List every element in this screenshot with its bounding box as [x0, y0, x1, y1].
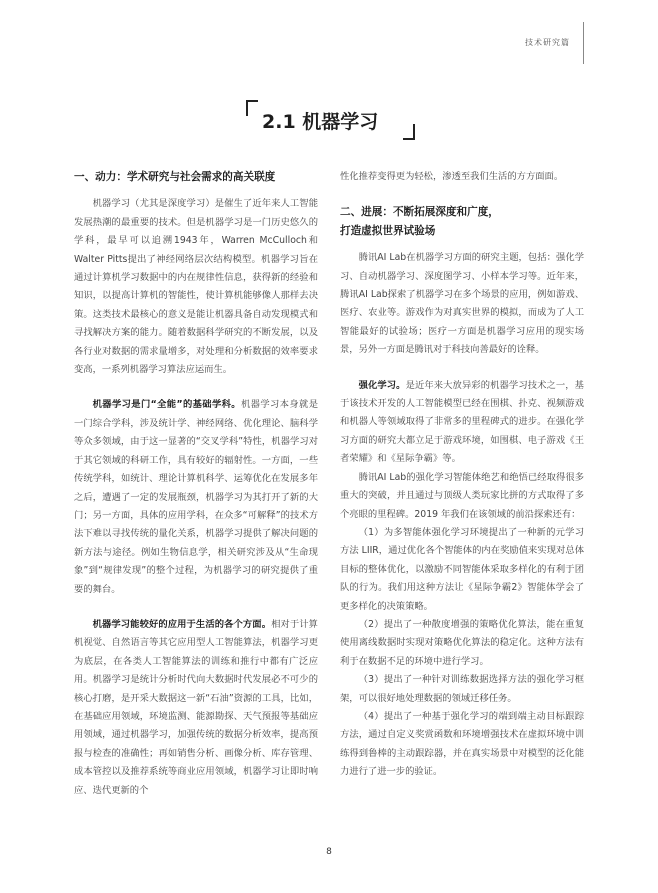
title-bracket-left [246, 100, 258, 116]
lead-reinforcement-learning: 强化学习。 [358, 379, 406, 391]
list-item-1: （1）为多智能体强化学习环境提出了一种新的元学习方法 LIIR，通过优化各个智能体的内在奖励值来实现对总体目标的整体优化，以激励不同智能体采取多样化的有利于团队的行为。我们用这种方法让《星际争霸2》智能体学会了更多样化的决策策略。 [340, 526, 584, 612]
text-applications: 相对于计算机视觉、自然语言等其它应用型人工智能算法，机器学习更为底层，在各类人工智能算法的训练和推行中都有广泛应用。机器学习是统计分析时代向大数据时代发展必不可少的核心打磨，是开采大数据这一新“石油”资源的工具，比如，在基础应用领域，环境监测、能源勘探、天气预报等基础应用领域，通过机器学习，加强传统的数据分析效率，提高预报与检查的准确性；再如销售分析、画像分析、库存管理、成本管控以及推荐系统等商业应用领域，机器学习让即时响应、迭代更新的个 [74, 618, 318, 796]
paragraph-reinforcement-learning [340, 377, 584, 469]
list-item-4: （4）提出了一种基于强化学习的端到端主动目标跟踪方法，通过自定义奖赏函数和环境增强技术在虚拟环境中训练得到鲁棒的主动跟踪器，并在真实场景中对模型的泛化能力进行了进一步的验证。 [340, 710, 584, 778]
paragraph-breakthroughs: 腾讯AI Lab的强化学习智能体绝艺和绝悟已经取得很多重大的突破，并且通过与顶级人类玩家比拼的方式取得了多个亮眼的里程碑。2019 年我们在该领域的前沿探索还有： [340, 471, 584, 520]
text-reinforcement-learning: 是近年来大放异彩的机器学习技术之一，基于该技术开发的人工智能模型已经在围棋、扑克、视频游戏和机器人等领域取得了非常多的里程碑式的进步。在强化学习方面的研究大都立足于游戏环境，如围棋、电子游戏《王者荣耀》和《星际争霸》等。 [340, 379, 584, 465]
chapter-title: 2.1 机器学习 [262, 111, 379, 133]
paragraph-intro: 机器学习（尤其是深度学习）是催生了近年来人工智能发展热潮的最重要的技术。但是机器学习是一门历史悠久的学科，最早可以追溯1943年，Warren McCulloch和Walter Pitts提出了神经网络层次结构模型。机器学习旨在通过计算机学习数据中的内在规律性信息，获得新的经验和知识，以提高计算机的智能性，使计算机能够像人那样去决策。这类技术最核心的意义是能让机器具备自动发现模式和寻找解决方案的能力。随着数据科学研究的不断发展，以及各行业对数据的需求量增多，对处理和分析数据的效率要求变高，一系列机器学习算法应运而生。 [74, 198, 318, 376]
text-foundation: 机器学习本身就是一门综合学科，涉及统计学、神经网络、优化理论、脑科学等众多领域，由于这一显著的“交叉学科”特性，机器学习对于其它领域的科研工作，具有较好的辐射性。一方面，一些传统学科，如统计、理论计算机科学、运筹优化在发展多年之后，遭遇了一定的发展瓶颈，机器学习为其打开了新的大门；另一方面，具体的应用学科，在众多“可解释”的技术方法下难以寻找传统的量化关系，机器学习提供了解决问题的新方法与途径。例如生物信息学，相关研究涉及从“生命现象”到“规律发现”的整个过程，为机器学习的研究提供了重要的舞台。 [74, 399, 318, 595]
section-label: 技术研究篇 [525, 38, 570, 47]
paragraph-foundation [74, 396, 318, 598]
list-item-2: （2）提出了一种散度增强的策略优化算法，能在重复使用离线数据时实现对策略优化算法的稳定化。这种方法有利于在数据不足的环境中进行学习。 [340, 618, 584, 667]
section-heading-progress [340, 203, 584, 240]
section-heading-motivation: 一、动力：学术研究与社会需求的高关联度 [74, 171, 276, 183]
left-column [74, 168, 318, 800]
paragraph-ailab-topics: 腾讯AI Lab在机器学习方面的研究主题，包括：强化学习、自动机器学习、深度图学习、小样本学习等。近年来，腾讯AI Lab探索了机器学习在多个场景的应用，例如游戏、医疗、农业等。游戏作为对真实世界的模拟，而成为了人工智能最好的试验场；医疗一方面是机器学习应用的现实场景，另外一方面是腾讯对于科技向善最好的诠释。 [340, 252, 584, 356]
paragraph-continuation: 性化推荐变得更为轻松，渗透至我们生活的方方面面。 [340, 171, 564, 182]
page-number: 8 [326, 847, 332, 857]
title-bracket-right [403, 124, 415, 140]
header-divider [583, 22, 584, 64]
section-heading-progress-line1: 二、进展：不断拓展深度和广度， [340, 206, 499, 219]
paragraph-applications [74, 616, 318, 800]
lead-applications: 机器学习能较好的应用于生活的各个方面。 [92, 618, 272, 630]
list-item-3: （3）提出了一种针对训练数据选择方法的强化学习框架，可以很好地处理数据的领域迁移任务。 [340, 674, 584, 704]
right-column [340, 168, 584, 782]
section-heading-progress-line2: 打造虚拟世界试验场 [340, 224, 436, 237]
lead-foundation: 机器学习是门“全能”的基础学科。 [92, 399, 241, 411]
